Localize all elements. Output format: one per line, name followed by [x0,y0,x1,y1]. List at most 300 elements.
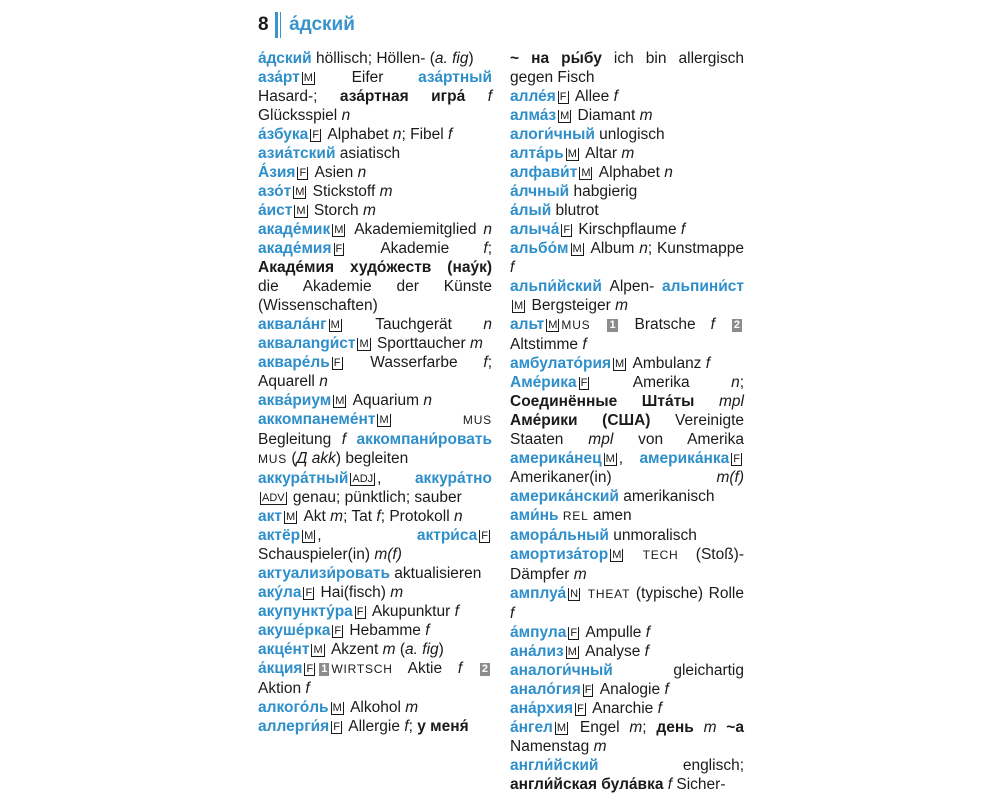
italic-text: f [483,354,488,371]
text: Analogie [595,681,665,698]
gender-marker: M [296,205,306,217]
text: ) begleiten [335,450,409,467]
headword: акупункту́ра [258,603,353,620]
text: , [377,470,415,487]
headword: алыча́ [510,221,560,238]
text: gleichartig [612,662,744,679]
text: amen [588,507,632,524]
text: , [317,527,417,544]
text: Schauspieler(in) [258,546,375,563]
headword: акваре́ль [258,354,330,371]
dictionary-entry [258,68,492,125]
headword: аккомпани́ровать [356,431,493,448]
gender-marker: M [330,319,340,331]
gender-marker: F [334,625,342,637]
gender-marker: M [379,414,389,426]
dictionary-entry [510,584,744,623]
text: ; [739,374,744,391]
gender-marker: F [356,606,364,618]
text: ; Protokoll [380,508,454,525]
bold-phrase: англи́йская була́вка [510,776,664,793]
italic-text: f [404,718,409,735]
dictionary-entry [510,106,744,125]
dictionary-entry [510,642,744,661]
bold-phrase: ~а [726,719,744,736]
dictionary-entry [258,201,492,220]
gender-marker: F [584,684,592,696]
text: unlogisch [594,126,665,143]
headword: америка́нский [510,488,619,505]
text: ) [438,641,444,658]
dictionary-entry [258,220,492,315]
dictionary-entry [510,220,744,239]
gender-marker: F [305,587,313,599]
text [346,431,356,448]
page-number: 8 [258,14,269,35]
dictionary-entry [258,526,492,564]
italic-text: m [405,699,419,716]
text: Sporttaucher [372,335,470,352]
dictionary-entry [258,353,492,391]
italic-text: m(f) [374,546,402,563]
text: Vereinigte Staaten [510,412,744,448]
italic-text: m(f) [716,469,744,486]
gender-marker: F [333,721,340,733]
italic-text: n [357,164,367,181]
text [590,316,605,333]
italic-text: m [390,584,404,601]
text: asiatisch [335,145,401,162]
text: Aktion [258,680,306,697]
text: Ampulle [581,624,646,641]
dictionary-entry [258,507,492,526]
text: Alkohol [345,699,406,716]
text: höllisch; Höllen- ( [311,50,435,67]
text: Kirschpflaume [574,221,681,238]
headword: а́збука [258,126,309,143]
bold-phrase: день [656,719,694,736]
headword: алма́з [510,107,557,124]
text: Allee [570,88,614,105]
text: Storch [309,202,363,219]
headword: Аме́рика [510,374,577,391]
text: von Amerika [613,431,744,448]
text: Glücksspiel [258,107,342,124]
italic-text: m [362,202,376,219]
text: Alphabet [323,126,393,143]
headword: альбо́м [510,240,569,257]
italic-text: n [731,374,740,391]
dictionary-entry [258,182,492,201]
dictionary-entry [258,698,492,717]
headword: англи́йский [510,757,599,774]
italic-text: a. fig [434,50,469,67]
text: die Akademie der Künste (Wissenschaften) [258,278,492,314]
italic-text: f [376,508,381,525]
dictionary-entry [258,659,492,698]
headword: ана́лиз [510,643,564,660]
bold-phrase: Аме́рики (США) [510,412,651,429]
dictionary-entry [510,163,744,182]
gender-marker: M [295,186,305,198]
italic-text: m [629,719,643,736]
headword: алле́я [510,88,556,105]
text: Alpen- [601,278,662,295]
text: ; Kunstmappe [647,240,744,257]
dictionary-entry [510,182,744,201]
text: Bergsteiger [527,297,616,314]
dictionary-entry [258,410,492,469]
dictionary-entry [510,315,744,354]
italic-text: f [613,88,618,105]
gender-marker: M [359,338,369,350]
text: Stickstoff [308,183,380,200]
headword: аза́ртный [418,69,492,86]
gender-marker: M [514,300,524,312]
italic-text: m [470,335,483,352]
text: unmoralisch [608,527,697,544]
gender-marker: M [567,646,577,658]
text: Tauchgerät [343,316,484,333]
text: ; Fibel [401,126,448,143]
italic-text: a. fig [405,641,439,658]
italic-text: n [639,240,648,257]
dictionary-entry [258,602,492,621]
italic-text: m [379,183,393,200]
headword: аку́ла [258,584,302,601]
italic-text: f [510,605,515,622]
dictionary-entry [510,277,744,315]
headword: аква́риум [258,392,332,409]
headword: аккомпанеме́нт [258,411,376,428]
text: Akt [299,508,331,525]
headword: альпини́ст [662,278,744,295]
italic-text: f [710,316,715,333]
italic-text: m [621,145,635,162]
text: ; [408,718,418,735]
italic-text: m [615,297,628,314]
gender-marker: M [313,644,323,656]
gender-marker: M [572,243,582,255]
text: Akademiemitglied [347,221,484,238]
text: (typische) Rolle [630,585,744,602]
text [694,719,704,736]
headword: актёр [258,527,301,544]
text: Altstimme [510,336,583,353]
gender-marker: F [299,167,307,179]
italic-text: mpl [719,393,744,410]
gender-marker: M [303,72,313,84]
label-abbreviation: MUS [462,413,492,427]
headword: альпи́йский [510,278,602,295]
headword: амора́льный [510,527,609,544]
text: Amerika [591,374,732,391]
text: ( [287,450,297,467]
text: Amerikaner(in) [510,469,717,486]
headword: алта́рь [510,145,564,162]
gender-marker: F [335,243,343,255]
italic-text: f [510,259,515,276]
label-abbreviation: THEAT [587,587,631,601]
text: Album [585,240,640,257]
bold-phrase: Акаде́мия худо́жеств (нау́к) [258,259,492,276]
dictionary-entry [510,661,744,699]
italic-text: n [341,107,351,124]
headword: аккура́тный [258,470,349,487]
text: Sicher- [672,776,726,793]
dictionary-entry [258,144,492,163]
gender-marker: M [332,702,342,714]
gender-marker: F [733,453,740,465]
gender-marker: M [285,511,296,523]
text: Engel [570,719,630,736]
gender-marker: N [570,588,579,600]
label-abbreviation: MUS [561,318,591,332]
italic-text: f [680,221,686,238]
headword: акуше́рка [258,622,331,639]
headword: а́лый [510,202,552,219]
gender-marker: M [560,110,570,122]
text: genau; pünktlich; sauber [288,489,462,506]
label-abbreviation: MUS [258,452,288,466]
italic-text: n [319,373,328,390]
dictionary-entry [510,144,744,163]
text [465,88,487,105]
headword: аллерги́я [258,718,330,735]
gender-marker: F [559,91,567,103]
text: Analyse [580,643,645,660]
gender-marker: ADJ [352,473,374,485]
text: Wasserfarbe [344,354,484,371]
text: Diamant [573,107,640,124]
header-divider [275,12,278,38]
text: blutrot [551,202,599,219]
italic-text: f [657,700,662,717]
headword: амортиза́тор [510,546,609,563]
italic-text: m [573,566,587,583]
gender-marker: M [605,453,615,465]
dictionary-entry [258,49,492,68]
dictionary-entry [258,583,492,602]
text: Eifer [316,69,419,86]
headword: а́кция [258,660,303,677]
headword: а́нгел [510,719,553,736]
label-abbreviation: REL [562,509,589,523]
text: habgierig [569,183,638,200]
text [715,316,730,333]
page-header [258,8,355,42]
headword: а́ист [258,202,293,219]
text [716,719,726,736]
text: ; Aquarell [258,354,492,390]
dictionary-column-left [258,49,492,736]
italic-text: f [341,431,347,448]
sense-number: 1 [609,319,616,331]
dictionary-entry [510,545,744,584]
text: Aktie [392,660,458,677]
headword: акаде́мия [258,240,332,257]
gender-marker: ADV [262,492,285,504]
headword: актри́са [416,527,478,544]
text [694,393,719,410]
text: ( [395,641,406,658]
text: Begleitung [258,431,342,448]
italic-text: f [454,603,459,620]
italic-text: f [664,681,669,698]
italic-text: f [305,680,310,697]
dictionary-entry [510,201,744,220]
headword: аккура́тно [414,470,492,487]
bold-phrase: ~ на ры́бу [510,50,602,67]
dictionary-entry [510,756,744,794]
gender-marker: M [335,395,345,407]
italic-text: f [644,643,649,660]
text: Akzent [326,641,383,658]
sense-number: 2 [481,663,489,675]
text: Alphabet [594,164,665,181]
dictionary-entry [510,623,744,642]
headword: а́дский [258,50,312,67]
gender-marker: M [334,224,344,236]
text: Altar [580,145,622,162]
headword: акце́нт [258,641,310,658]
dictionary-entry [258,163,492,182]
italic-text: f [425,622,430,639]
dictionary-entry [510,49,744,87]
headword: ана́рхия [510,700,574,717]
headword: алкого́ль [258,699,329,716]
label-abbreviation: WIRTSCH [331,662,393,676]
headword: аналоги́чный [510,662,613,679]
headword: аквалangи́ст [258,335,356,352]
italic-text: n [423,392,432,409]
text: ) [468,50,474,67]
italic-text: f [667,776,673,793]
headword: америка́нец [510,450,602,467]
text: ; [487,240,492,257]
headword: алоги́чный [510,126,595,143]
dictionary-entry [258,640,492,659]
italic-text: m [593,738,607,755]
gender-marker: F [570,627,578,639]
italic-text: n [664,164,673,181]
italic-text: n [453,508,463,525]
headword: анало́гия [510,681,581,698]
text [462,660,478,677]
text [393,411,463,428]
text: Hasard-; [258,88,340,105]
sense-number: 2 [733,319,741,331]
headword: аза́рт [258,69,300,86]
sense-number: 1 [321,663,328,675]
header-divider-thin [280,12,282,38]
headword: азиа́тский [258,145,336,162]
text: Akademie [346,240,484,257]
text: englisch; [598,757,744,774]
gender-marker: F [312,129,320,141]
bold-phrase: у меня́ [417,718,469,735]
headword: алфави́т [510,164,578,181]
headword: ами́нь [510,507,559,524]
gender-marker: F [577,703,584,715]
text: aktualisieren [390,565,482,582]
italic-text: f [483,240,488,257]
dictionary-entry [510,373,744,506]
italic-text: f [487,88,492,105]
italic-text: n [483,221,492,238]
headword: актуализи́ровать [258,565,390,582]
text: Hai(fisch) [316,584,391,601]
gender-marker: M [556,722,567,734]
text: Bratsche [619,316,711,333]
headword: а́лчный [510,183,570,200]
italic-text: m [330,508,344,525]
dictionary-entry [510,718,744,756]
text: amerikanisch [618,488,715,505]
dictionary-entry [258,564,492,583]
dictionary-entry [510,125,744,144]
gender-marker: M [581,167,591,179]
italic-text: m [382,641,396,658]
italic-text: f [448,126,453,143]
italic-text: n [483,316,492,333]
headword: акаде́мик [258,221,331,238]
dictionary-entry [510,239,744,277]
dictionary-column-right [510,49,744,794]
gender-marker: F [563,224,571,236]
dictionary-entry [258,125,492,144]
gender-marker: M [615,358,625,370]
label-abbreviation: TECH [642,548,679,562]
text: ich bin allergisch gegen Fisch [510,50,744,86]
headword: А́зия [258,164,296,181]
bold-phrase: аза́ртная игра́ [339,88,466,105]
dictionary-entry [258,391,492,410]
gender-marker: F [333,357,341,369]
text: Namenstag [510,738,594,755]
italic-text: f [582,336,587,353]
gender-marker: F [306,663,314,675]
italic-text: f [645,624,651,641]
gender-marker: M [304,530,314,542]
text: Akupunktur [367,603,455,620]
dictionary-entry [258,469,492,507]
headword: амплуа́ [510,585,567,602]
text [625,546,642,563]
italic-text: m [639,107,653,124]
bold-phrase: Соединённые Шта́ты [510,393,695,410]
italic-text: mpl [588,431,614,448]
text: Ambulanz [628,355,706,372]
italic-text: f [457,660,463,677]
dictionary-entry [510,506,744,526]
dictionary-entry [258,315,492,353]
italic-text: Д akk [296,450,336,467]
headword: амбулато́рия [510,355,612,372]
gender-marker: M [612,549,622,561]
headword: альт [510,316,545,333]
text: Hebamme [345,622,426,639]
dictionary-entry [510,87,744,106]
text: Allergie [343,718,405,735]
italic-text: n [392,126,402,143]
gender-marker: F [481,530,488,542]
gender-marker: M [567,148,577,160]
headword: а́мпула [510,624,567,641]
dictionary-entry [510,699,744,718]
text: (Stoß)-Dämpfer [510,546,745,583]
dictionary-entry [258,717,492,736]
